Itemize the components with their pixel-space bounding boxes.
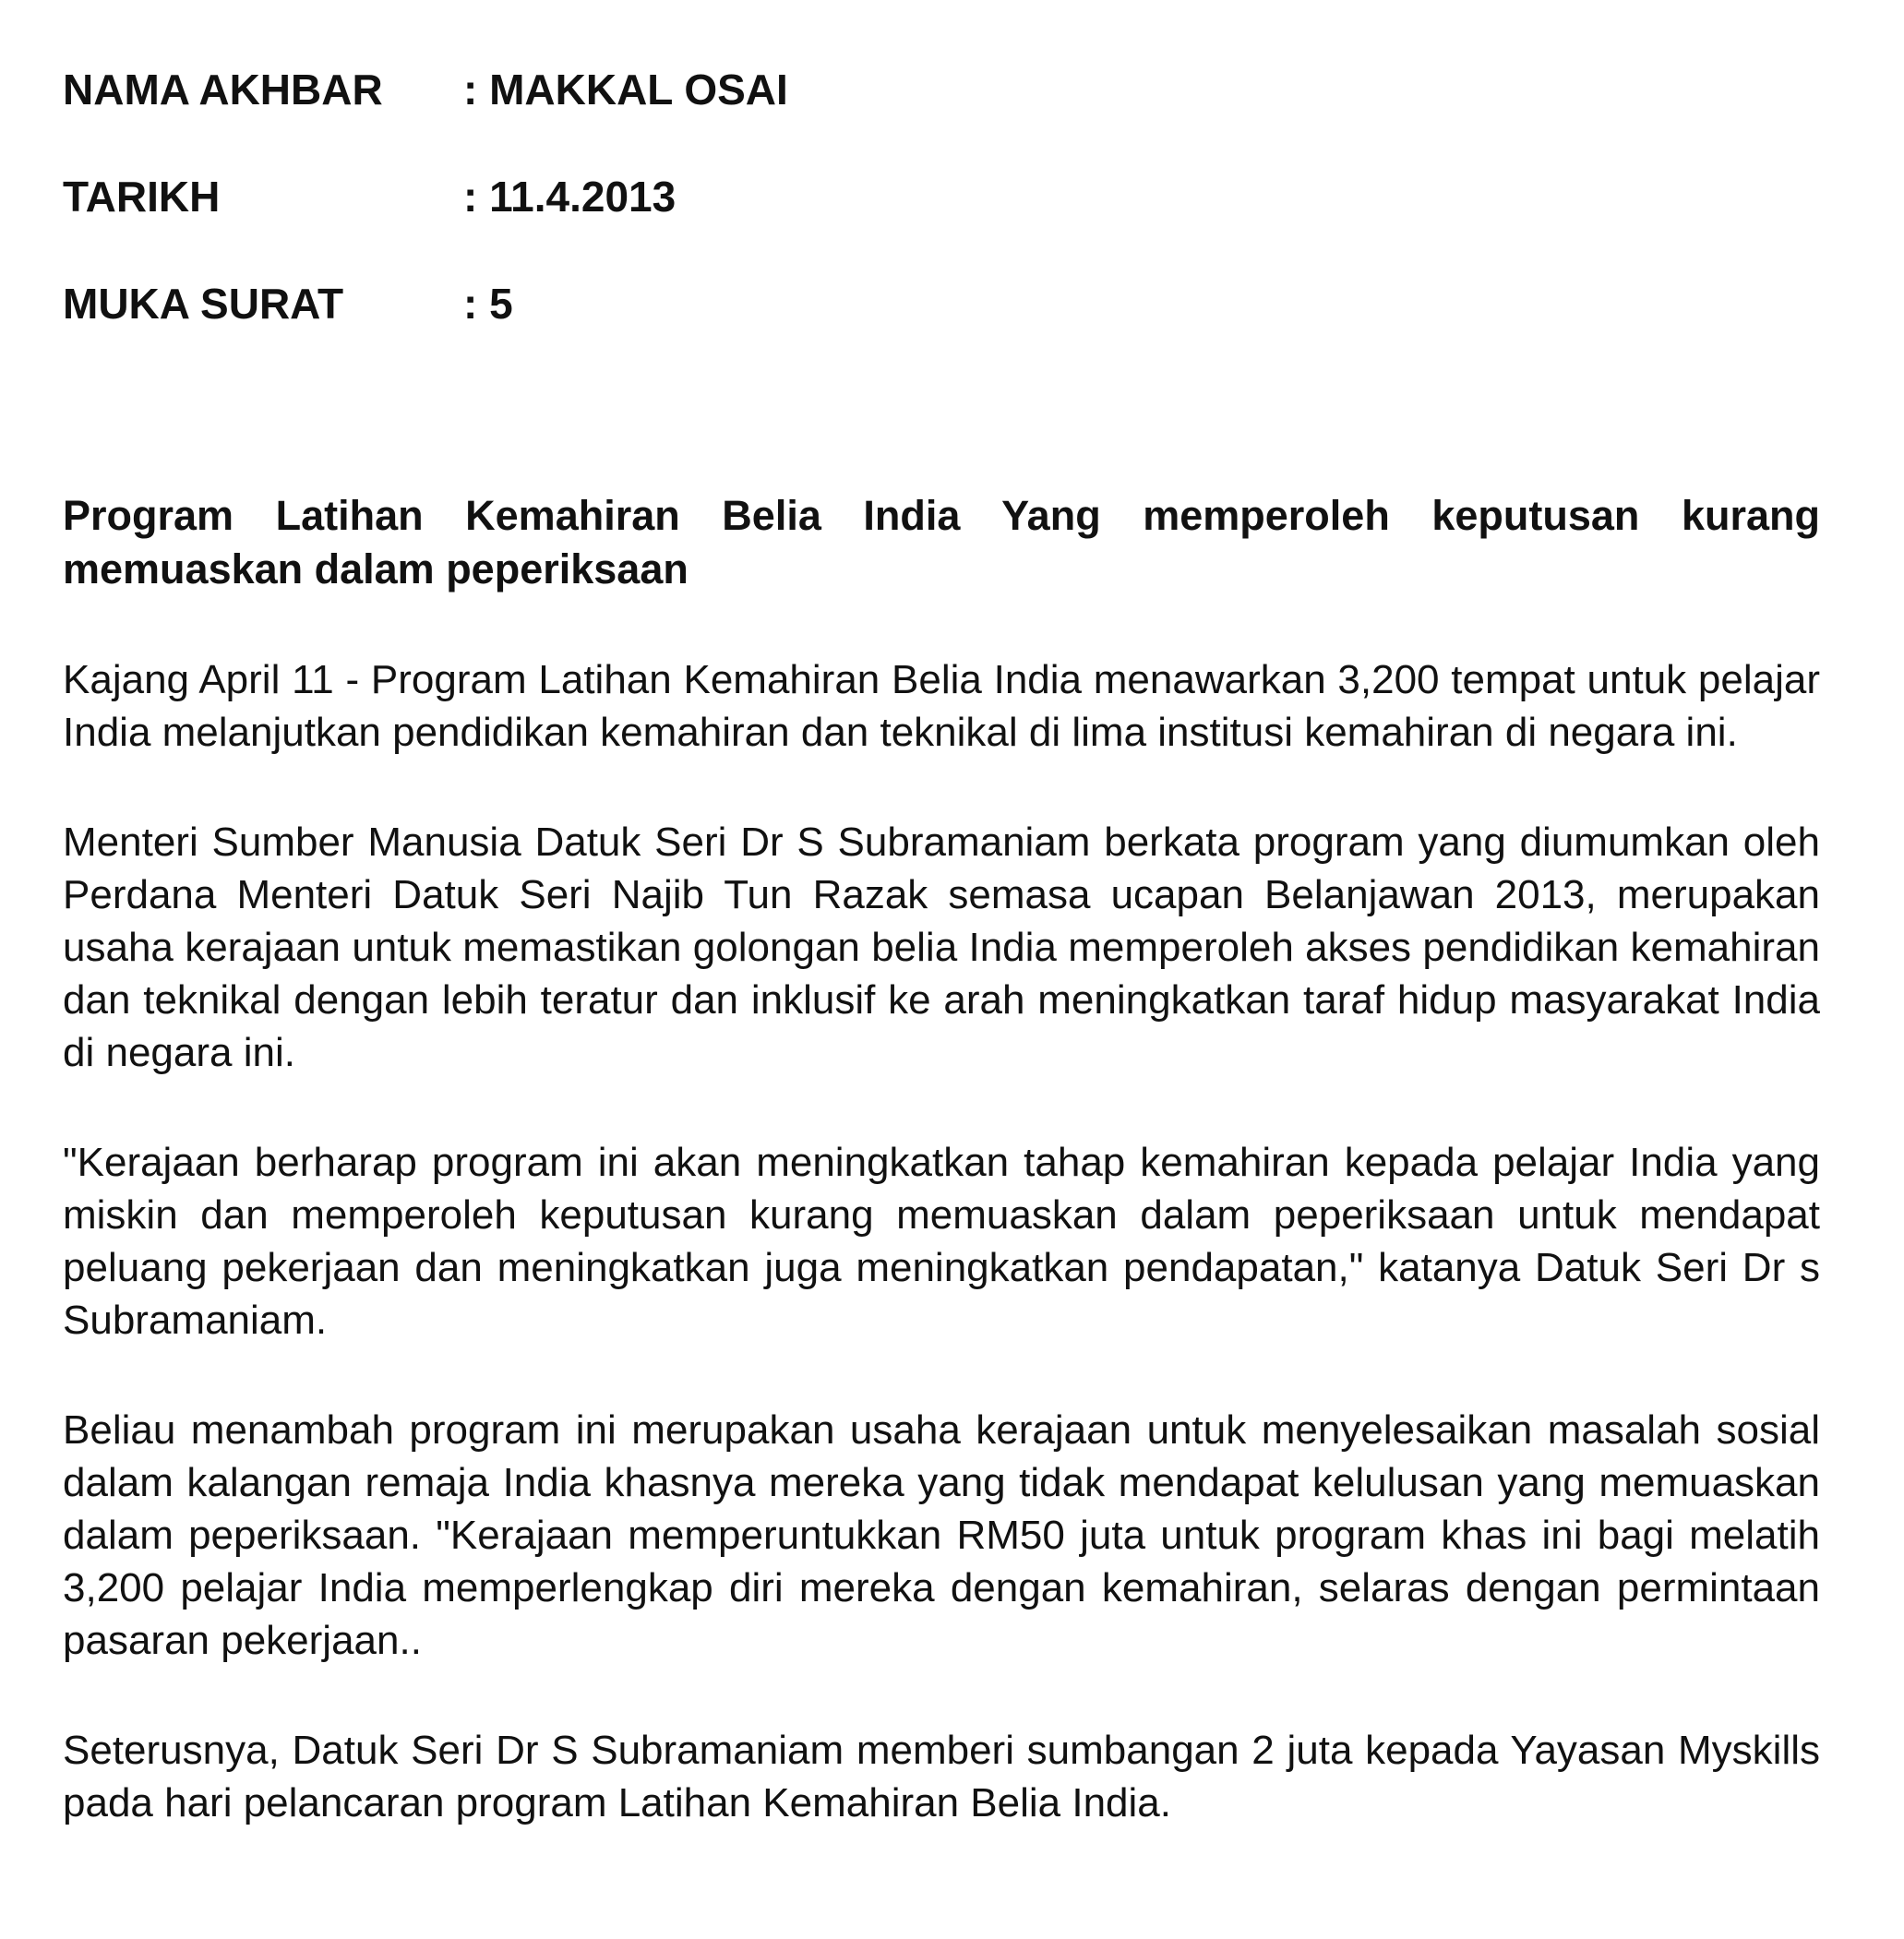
article-body: [63, 489, 1820, 1886]
meta-row-newspaper-name: [63, 65, 1355, 172]
article-paragraph: Kajang April 11 - Program Latihan Kemahiran Belia India menawarkan 3,200 tempat untuk pelajar India melanjutkan pendidikan kemahiran dan teknikal di lima institusi kemahiran di negara ini.: [63, 657, 1820, 755]
article-paragraph: Beliau menambah program ini merupakan usaha kerajaan untuk menyelesaikan masalah sosial dalam kalangan remaja India khasnya mereka yang tidak mendapat kelulusan yang memuaskan dalam peperiksaan. "Kerajaan memperuntukkan RM50 juta untuk program khas ini bagi melatih 3,200 pelajar India memperlengkap diri mereka dengan kemahiran, selaras dengan permintaan pasaran pekerjaan..: [63, 1407, 1820, 1663]
meta-label: NAMA AKHBAR: [63, 66, 383, 114]
article-paragraph: "Kerajaan berharap program ini akan meningkatkan tahap kemahiran kepada pelajar India yang miskin dan memperoleh keputusan kurang memuaskan dalam peperiksaan untuk mendapat peluang pekerjaan dan meningkatkan juga meningkatkan pendapatan," katanya Datuk Seri Dr s Subramaniam.: [63, 1140, 1820, 1343]
meta-value: : 5: [463, 280, 513, 328]
meta-label: MUKA SURAT: [63, 280, 344, 328]
meta-label: TARIKH: [63, 173, 221, 221]
meta-row-date: [63, 172, 1355, 279]
meta-row-page-number: [63, 279, 1355, 386]
meta-value: : MAKKAL OSAI: [463, 66, 788, 114]
newspaper-metadata: [63, 65, 1355, 386]
article-headline: Program Latihan Kemahiran Belia India Yang memperoleh keputusan kurang memuaskan dalam peperiksaan: [63, 492, 1820, 592]
meta-value: : 11.4.2013: [463, 173, 677, 221]
article-paragraph: Seterusnya, Datuk Seri Dr S Subramaniam memberi sumbangan 2 juta kepada Yayasan Myskills pada hari pelancaran program Latihan Kemahiran Belia India.: [63, 1728, 1820, 1825]
article-paragraph: Menteri Sumber Manusia Datuk Seri Dr S Subramaniam berkata program yang diumumkan oleh Perdana Menteri Datuk Seri Najib Tun Razak semasa ucapan Belanjawan 2013, merupakan usaha kerajaan untuk memastikan golongan belia India memperoleh akses pendidikan kemahiran dan teknikal dengan lebih teratur dan inklusif ke arah meningkatkan taraf hidup masyarakat India di negara ini.: [63, 820, 1820, 1075]
